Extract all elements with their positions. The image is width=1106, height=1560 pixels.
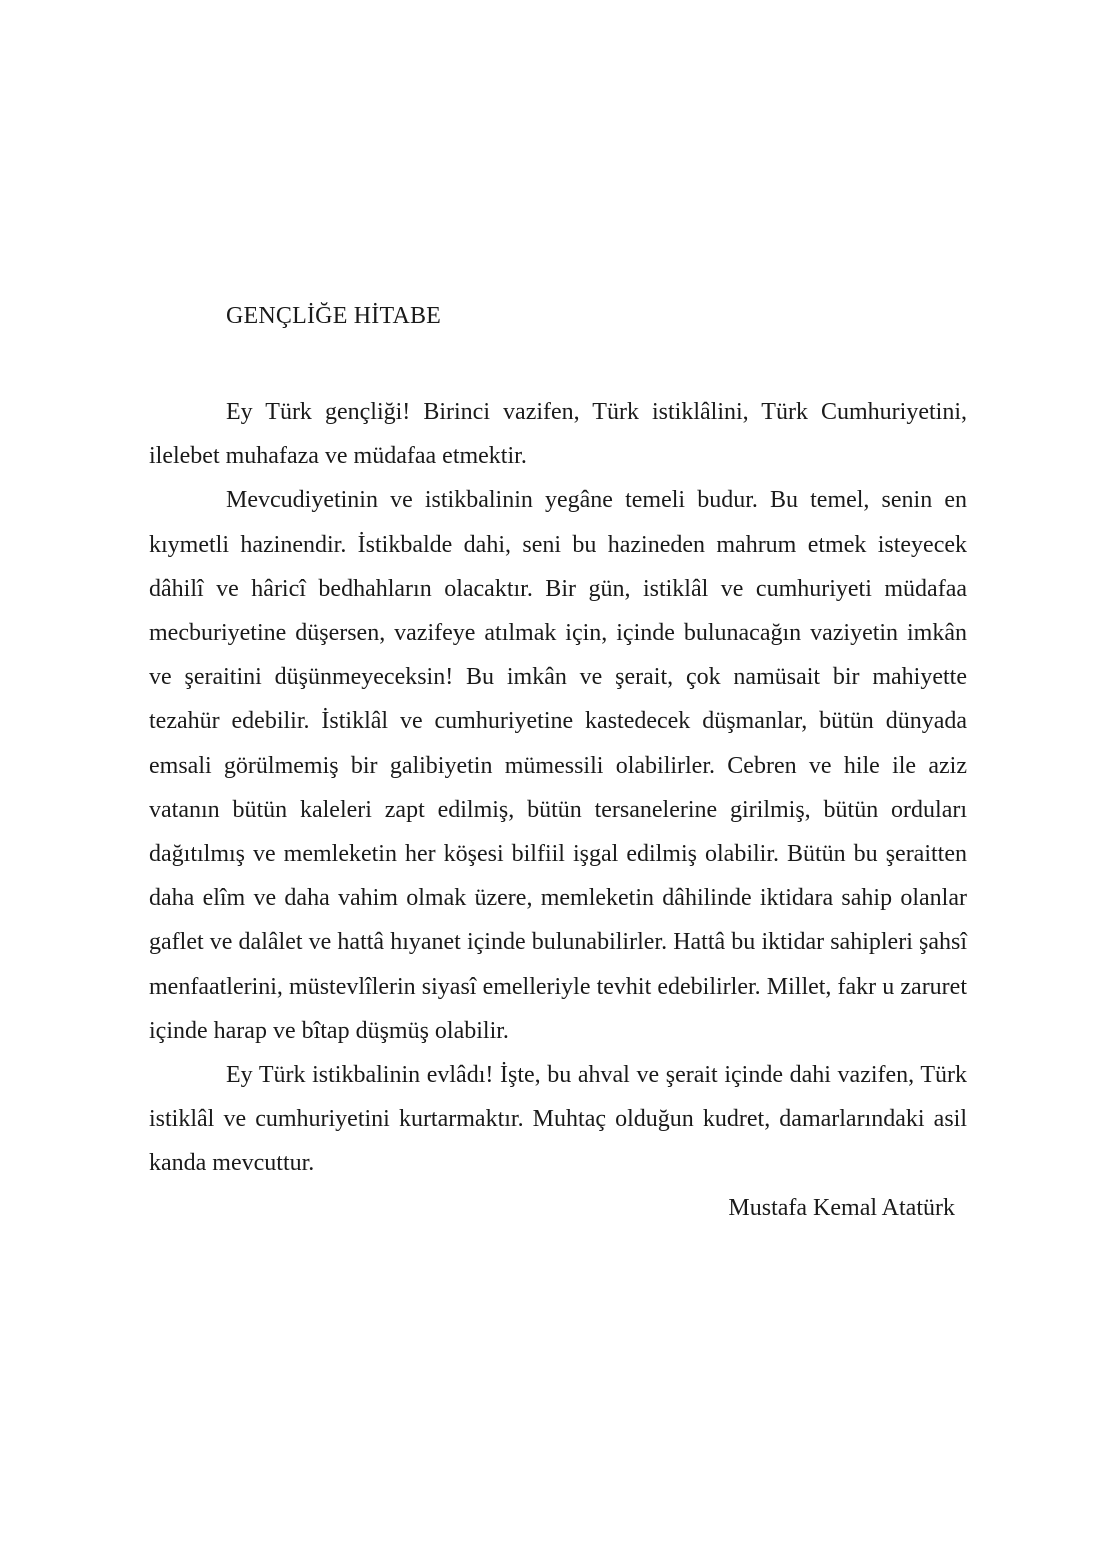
document-body [149,390,967,1186]
paragraph-2: Mevcudiyetinin ve istikbalinin yegâne temeli budur. Bu temel, senin en kıymetli hazinendir. İstikbalde dahi, seni bu hazineden mahrum etmek isteyecek dâhilî ve hâricî bedhahların olacaktır. Bir gün, istiklâl ve cumhuriyeti müdafaa mecburiyetine düşersen, vazifeye atılmak için, içinde bulunacağın vaziyetin imkân ve şeraitini düşünmeyeceksin! Bu imkân ve şerait, çok namüsait bir mahiyette tezahür edebilir. İstiklâl ve cumhuriyetine kastedecek düşmanlar, bütün dünyada emsali görülmemiş bir galibiyetin mümessili olabilirler. Cebren ve hile ile aziz vatanın bütün kaleleri zapt edilmiş, bütün tersanelerine girilmiş, bütün orduları dağıtılmış ve memleketin her köşesi bilfiil işgal edilmiş olabilir. Bütün bu şeraitten daha elîm ve daha vahim olmak üzere, memleketin dâhilinde iktidara sahip olanlar gaflet ve dalâlet ve hattâ hıyanet içinde bulunabilirler. Hattâ bu iktidar sahipleri şahsî menfaatlerini, müstevlîlerin siyasî emelleriyle tevhit edebilirler. Millet, fakr u zaruret içinde harap ve bîtap düşmüş olabilir. [149,487,967,1044]
paragraph-1: Ey Türk gençliği! Birinci vazifen, Türk istiklâlini, Türk Cumhuriyetini, ilelebet muhafaza ve müdafaa etmektir. [149,399,967,470]
signature: Mustafa Kemal Atatürk [728,1194,955,1221]
paragraph-3: Ey Türk istikbalinin evlâdı! İşte, bu ahval ve şerait içinde dahi vazifen, Türk istiklâl ve cumhuriyetini kurtarmaktır. Muhtaç olduğun kudret, damarlarındaki asil kanda mevcuttur. [149,1062,967,1177]
document-title: GENÇLİĞE HİTABE [226,303,442,329]
document-page [149,296,967,1230]
